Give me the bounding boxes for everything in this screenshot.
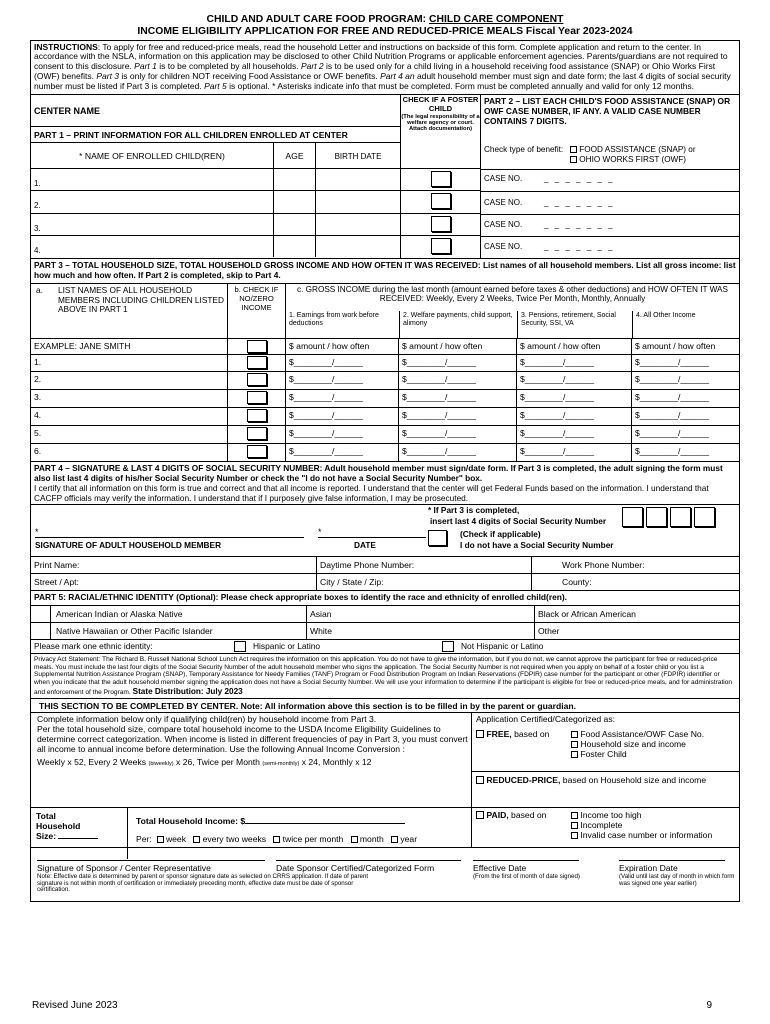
household-member-row[interactable] bbox=[31, 372, 739, 390]
hispanic-checkbox[interactable] bbox=[234, 641, 246, 652]
race-option[interactable]: Black or African American bbox=[538, 608, 636, 619]
revised-date: Revised June 2023 bbox=[32, 1000, 118, 1011]
income-amount-field[interactable]: $________/______ bbox=[516, 408, 631, 425]
race-option[interactable]: Asian bbox=[310, 608, 332, 619]
household-member-row[interactable] bbox=[31, 355, 739, 372]
member-name-field[interactable]: 5. bbox=[34, 427, 42, 438]
part5 bbox=[31, 590, 739, 653]
income-amount-field[interactable]: $________/______ bbox=[285, 355, 398, 371]
household-size-field[interactable]: Total Household Size: bbox=[31, 808, 128, 859]
date-line[interactable] bbox=[318, 537, 426, 538]
no-income-checkbox[interactable] bbox=[247, 391, 267, 404]
race-row bbox=[31, 605, 739, 622]
sponsor-signature-line[interactable] bbox=[37, 860, 265, 861]
ssn-digit-box[interactable] bbox=[694, 507, 715, 527]
race-row bbox=[31, 622, 739, 639]
income-amount-field[interactable]: $________/______ bbox=[631, 408, 739, 425]
example-row: EXAMPLE: JANE SMITH $ amount / how often $ amount / how often $ amount / how often $ amount / how often bbox=[31, 339, 739, 355]
sponsor-date-line[interactable] bbox=[276, 860, 461, 861]
ssn-digit-box[interactable] bbox=[622, 507, 643, 527]
part1-columns bbox=[31, 143, 400, 169]
not-hispanic-checkbox[interactable] bbox=[442, 641, 454, 652]
household-member-row[interactable] bbox=[31, 444, 739, 461]
no-income-checkbox[interactable] bbox=[247, 427, 267, 440]
income-type-3: 3. Pensions, retirement, Social Security, SSI, VA bbox=[517, 311, 632, 339]
household-member-row[interactable] bbox=[31, 426, 739, 444]
contact-row bbox=[31, 556, 739, 573]
free-checkbox[interactable] bbox=[476, 730, 484, 738]
ssn-instruction: insert last 4 digits of Social Security Number bbox=[430, 515, 607, 526]
income-type-4: 4. All Other Income bbox=[632, 311, 739, 339]
no-income-checkbox[interactable] bbox=[247, 445, 267, 458]
day-phone-field[interactable]: Daytime Phone Number: bbox=[316, 557, 531, 573]
foster-checkbox[interactable] bbox=[431, 238, 451, 254]
foster-checkbox[interactable] bbox=[431, 216, 451, 232]
child-row[interactable]: 4. bbox=[31, 236, 400, 257]
income-amount-field[interactable]: $________/______ bbox=[398, 390, 516, 407]
instructions: INSTRUCTIONS: To apply for free and reduced-price meals, read the household Letter and instructions on backside of this form. Complete application and return to the center. In accordance with the NSLA, information on this application may be disclosed to other Child Nutrition Programs or applicable enforcement agencies. Parents/guardians are not required to consent to this disclosure. Part 1 is to be completed by all households. Part 2 is to be used only for a child living in a household receiving food assistance (SNAP) or Ohio Works First (OWF) benefits. Part 3 is only for children NOT receiving Food Assistance or OWF benefits. Part 4 an adult household member must sign and date form; the last 4 digits of social security number must be listed if Part 3 is completed. Part 5 is optional. * Asterisks indicate info that must be completed. Form must be completed annually and valid for only 12 months. bbox=[31, 41, 739, 96]
center-section bbox=[31, 698, 739, 901]
address-row bbox=[31, 573, 739, 590]
print-name-field[interactable]: Print Name: bbox=[34, 559, 80, 570]
income-amount-field[interactable]: $________/______ bbox=[398, 408, 516, 425]
part3-heading: PART 3 – TOTAL HOUSEHOLD SIZE, TOTAL HOUSEHOLD GROSS INCOME AND HOW OFTEN IT WAS RECEIVED: List names of all household members. List all gross income: list how much and how often. If Part 2 is completed, skip to Part 4. bbox=[31, 259, 739, 284]
form-body bbox=[30, 40, 740, 902]
income-amount-field[interactable]: $________/______ bbox=[631, 372, 739, 389]
free-option: FREE, based on Food Assistance/OWF Case No. Household size and income Foster Child bbox=[472, 727, 739, 771]
snap-checkbox[interactable] bbox=[570, 146, 577, 153]
application-form bbox=[30, 14, 740, 902]
income-amount-field[interactable]: $________/______ bbox=[285, 372, 398, 389]
child-row[interactable]: 1. bbox=[31, 169, 400, 191]
race-option[interactable]: Other bbox=[538, 625, 560, 636]
sponsor-signature-row bbox=[31, 847, 739, 901]
income-amount-field[interactable]: $________/______ bbox=[516, 390, 631, 407]
expiration-date-line[interactable] bbox=[619, 860, 725, 861]
signature-label: SIGNATURE OF ADULT HOUSEHOLD MEMBER bbox=[35, 539, 222, 550]
part3-columns bbox=[31, 284, 739, 339]
income-amount-field[interactable]: $________/______ bbox=[398, 372, 516, 389]
foster-column bbox=[400, 95, 480, 258]
case-number-field[interactable]: CASE NO. _ _ _ _ _ _ _ bbox=[481, 214, 739, 236]
ethnicity-label: Please mark one ethnic identity: bbox=[34, 640, 153, 651]
child-row[interactable]: 3. bbox=[31, 214, 400, 236]
check-if-applicable: (Check if applicable) bbox=[460, 528, 541, 539]
income-amount-field[interactable]: $________/______ bbox=[285, 444, 398, 461]
expiration-date-label: Expiration Date bbox=[619, 862, 678, 873]
member-name-field[interactable]: 4. bbox=[34, 409, 42, 420]
conversion-line: Weekly x 52, Every 2 Weeks (biweekly) x 26, Twice per Month (semi-monthly) x 24, Monthly x 12 bbox=[37, 757, 372, 768]
part5-heading: PART 5: RACIAL/ETHNIC IDENTITY (Optional): Please check appropriate boxes to identify the race and ethnicity of enrolled child(ren). bbox=[34, 591, 567, 602]
signature-line[interactable] bbox=[35, 537, 304, 538]
income-frequency: Per: week every two weeks twice per month month year bbox=[136, 833, 418, 844]
income-amount-field[interactable]: $________/______ bbox=[398, 444, 516, 461]
center-right bbox=[471, 713, 739, 847]
form-subtitle: INCOME ELIGIBILITY APPLICATION FOR FREE AND REDUCED-PRICE MEALS Fiscal Year 2023-2024 bbox=[137, 26, 633, 38]
income-amount-field[interactable]: $________/______ bbox=[285, 426, 398, 443]
expiration-date-hint: (Valid until last day of month in which form was signed one year earlier) bbox=[619, 872, 735, 887]
income-amount-field[interactable]: $________/______ bbox=[631, 444, 739, 461]
foster-checkbox[interactable] bbox=[431, 193, 451, 209]
member-name-field[interactable]: 2. bbox=[34, 373, 42, 384]
col-members: a. LIST NAMES OF ALL HOUSEHOLD MEMBERS INCLUDING CHILDREN LISTED ABOVE IN PART 1 bbox=[36, 284, 224, 315]
county-field[interactable]: County: bbox=[531, 574, 739, 590]
col-gross-income: c. GROSS INCOME during the last month (amount earned before taxes & other deductions) and HOW OFTEN IT WAS RECEIVED: Weekly, Every 2 Weeks, Twice Per Month, Monthly, Annually 1. Earnings from work before deductions 2. Welfare payments, child support, alimony 3. Pensions, retirement, Social Security, SSI, VA 4. All Other Income bbox=[285, 284, 739, 338]
page-number: 9 bbox=[706, 1000, 712, 1011]
case-number-field[interactable]: CASE NO. _ _ _ _ _ _ _ bbox=[481, 191, 739, 214]
foster-checkbox[interactable] bbox=[431, 171, 451, 187]
household-rows bbox=[31, 355, 739, 461]
case-number-field[interactable]: CASE NO. _ _ _ _ _ _ _ bbox=[481, 169, 739, 191]
case-number-field[interactable]: CASE NO. _ _ _ _ _ _ _ bbox=[481, 236, 739, 257]
benefit-type: Check type of benefit: FOOD ASSISTANCE (SNAP) or OHIO WORKS FIRST (OWF) bbox=[481, 143, 739, 169]
no-ssn-label: I do not have a Social Security Number bbox=[460, 539, 614, 550]
part3 bbox=[31, 259, 739, 461]
income-type-1: 1. Earnings from work before deductions bbox=[289, 311, 379, 328]
income-amount-field[interactable]: $________/______ bbox=[516, 355, 631, 371]
form-title: CHILD AND ADULT CARE FOOD PROGRAM: CHILD CARE COMPONENT bbox=[206, 14, 564, 25]
income-amount-field[interactable]: $________/______ bbox=[516, 426, 631, 443]
col-no-income: b. CHECK IF NO/ZERO INCOME bbox=[227, 284, 285, 338]
ssn-digit-box[interactable] bbox=[670, 507, 691, 527]
reduced-checkbox[interactable] bbox=[476, 776, 484, 784]
part4 bbox=[31, 461, 739, 590]
income-amount-field[interactable]: $________/______ bbox=[631, 390, 739, 407]
no-income-checkbox[interactable] bbox=[247, 409, 267, 422]
income-type-2: 2. Welfare payments, child support, alimony bbox=[399, 311, 517, 339]
certified-as: Application Certified/Categorized as: bbox=[476, 713, 616, 724]
reduced-option: REDUCED-PRICE, based on Household size and income bbox=[472, 771, 739, 807]
part4-heading: PART 4 – SIGNATURE & LAST 4 DIGITS OF SOCIAL SECURITY NUMBER: Adult household member must sign/date form. If Part 3 is completed, the adult signing the form must also list last 4 digits of his/her Social Security Number or check the "I do not have a Social Security Number" box. bbox=[34, 462, 723, 483]
part1-heading: PART 1 – PRINT INFORMATION FOR ALL CHILDREN ENROLLED AT CENTER bbox=[31, 127, 400, 143]
income-amount-field[interactable]: $________/______ bbox=[285, 408, 398, 425]
center-name-field[interactable]: CENTER NAME bbox=[31, 95, 400, 127]
income-amount-field[interactable]: $________/______ bbox=[516, 372, 631, 389]
effective-date-note: Note: Effective date is determined by parent or sponsor signature date as selected on CRRS application. If date of parent signature is not within month of certification or immediately preceding month, effective date must be date of sponsor certification. bbox=[37, 872, 369, 894]
income-amount-field[interactable]: $________/______ bbox=[516, 444, 631, 461]
center-left bbox=[31, 713, 471, 847]
sponsor-signature-label: Signature of Sponsor / Center Representative bbox=[37, 862, 211, 873]
privacy-statement: Privacy Act Statement: The Richard B. Russell National School Lunch Act requires the information on this application. You do not have to give the information, but if you do not, we cannot approve the participant for free or reduced-price meals. You must include the last four digits of the Social Security Number of the adult household member who signs the application. The Social Security Number is not required when you apply on behalf of a foster child or you list a Supplemental Nutrition Assistance Program (SNAP), Temporary Assistance for Needy Families (TANF) Program or Food Distribution Program on Indian Reservations (FDPIR) case number for the participant or other (FDPIR) identifier or when you indicate that the adult household member signing the application does not have a Social Security Number. We will use your information to determine if the participant is eligible for free or reduced-price meals, and for administration and enforcement of the Program. State Distribution: July 2023 bbox=[31, 653, 739, 698]
sponsor-date-label: Date Sponsor Certified/Categorized Form bbox=[276, 862, 435, 873]
race-option[interactable]: White bbox=[310, 625, 332, 636]
ethnicity-row bbox=[31, 639, 739, 653]
member-name-field[interactable]: 3. bbox=[34, 391, 42, 402]
effective-date-label: Effective Date bbox=[473, 862, 527, 873]
ssn-digit-box[interactable] bbox=[646, 507, 667, 527]
center-guidelines: Per the total household size, compare total household income to the USDA Income Eligibility Guidelines to determine correct categorization. When income is listed in different frequencies of pay in Part 3, you must convert all income to annual income before determination. Use the following Annual Income Conversion : bbox=[37, 723, 468, 755]
city-field[interactable]: City / State / Zip: bbox=[316, 574, 531, 590]
page-footer bbox=[32, 1000, 712, 1012]
member-name-field[interactable]: 6. bbox=[34, 445, 42, 456]
date-label: DATE bbox=[354, 539, 376, 550]
effective-date-line[interactable] bbox=[473, 860, 579, 861]
street-field[interactable]: Street / Apt: bbox=[34, 576, 79, 587]
household-income-field[interactable]: Total Household Income: $ bbox=[136, 816, 463, 826]
household-member-row[interactable] bbox=[31, 390, 739, 408]
no-ssn-checkbox[interactable] bbox=[428, 530, 447, 546]
effective-date-hint: (From the first of month of date signed) bbox=[473, 872, 580, 880]
ssn-note: * If Part 3 is completed, bbox=[428, 504, 520, 515]
foster-note: (The legal responsibility of a welfare agency or court. Attach documentation) bbox=[401, 113, 480, 133]
hispanic-label: Hispanic or Latino bbox=[253, 640, 321, 651]
benefit-type-label: Check type of benefit: bbox=[484, 145, 564, 155]
part1 bbox=[31, 95, 400, 258]
work-phone-field[interactable]: Work Phone Number: bbox=[531, 557, 739, 573]
no-income-checkbox[interactable] bbox=[247, 356, 267, 369]
certification-text: I certify that all information on this form is true and correct and that all income is reported. I understand that the center will get Federal Funds based on the information. I understand that CACFP officials may verify the information. I understand that if I purposely give false information, I may be prosecuted. bbox=[34, 483, 709, 504]
center-heading: THIS SECTION TO BE COMPLETED BY CENTER. Note: All information above this section is to be filled in by the parent or guardian. bbox=[31, 699, 739, 713]
income-amount-field[interactable]: $________/______ bbox=[398, 355, 516, 371]
no-income-checkbox[interactable] bbox=[247, 373, 267, 386]
part1-part2 bbox=[31, 95, 739, 259]
foster-heading: CHECK IF A FOSTER CHILD bbox=[402, 95, 479, 113]
no-income-checkbox bbox=[247, 340, 267, 353]
not-hispanic-label: Not Hispanic or Latino bbox=[461, 640, 544, 651]
income-amount-field[interactable]: $________/______ bbox=[398, 426, 516, 443]
part2 bbox=[480, 95, 739, 258]
income-amount-field[interactable]: $________/______ bbox=[631, 426, 739, 443]
household-member-row[interactable] bbox=[31, 408, 739, 426]
race-option[interactable]: Native Hawaiian or Other Pacific Islander bbox=[56, 625, 213, 636]
part2-heading: PART 2 – LIST EACH CHILD'S FOOD ASSISTANCE (SNAP) OR OWF CASE NUMBER, IF ANY. A VALID CASE NUMBER CONTAINS 7 DIGITS. bbox=[484, 96, 731, 127]
income-amount-field[interactable]: $________/______ bbox=[631, 355, 739, 371]
paid-option: PAID, based on Income too high Incomplete Invalid case number or information bbox=[472, 807, 739, 847]
child-row[interactable]: 2. bbox=[31, 191, 400, 214]
col-age: AGE bbox=[273, 143, 315, 168]
owf-checkbox[interactable] bbox=[570, 156, 577, 163]
member-name-field[interactable]: 1. bbox=[34, 356, 42, 367]
center-instruction: Complete information below only if qualifying child(ren) by household income from Part 3. bbox=[37, 713, 377, 724]
col-birth-date: BIRTH DATE bbox=[315, 143, 400, 168]
paid-checkbox[interactable] bbox=[476, 811, 484, 819]
signature-row: * SIGNATURE OF ADULT HOUSEHOLD MEMBER * DATE * If Part 3 is completed, insert last 4 digits of Social Security Number (Check if applicable) I do not have a Social Security Number bbox=[31, 504, 739, 556]
col-child-name: * NAME OF ENROLLED CHILD(REN) bbox=[79, 151, 225, 162]
race-option[interactable]: American Indian or Alaska Native bbox=[56, 608, 183, 619]
income-amount-field[interactable]: $________/______ bbox=[285, 390, 398, 407]
